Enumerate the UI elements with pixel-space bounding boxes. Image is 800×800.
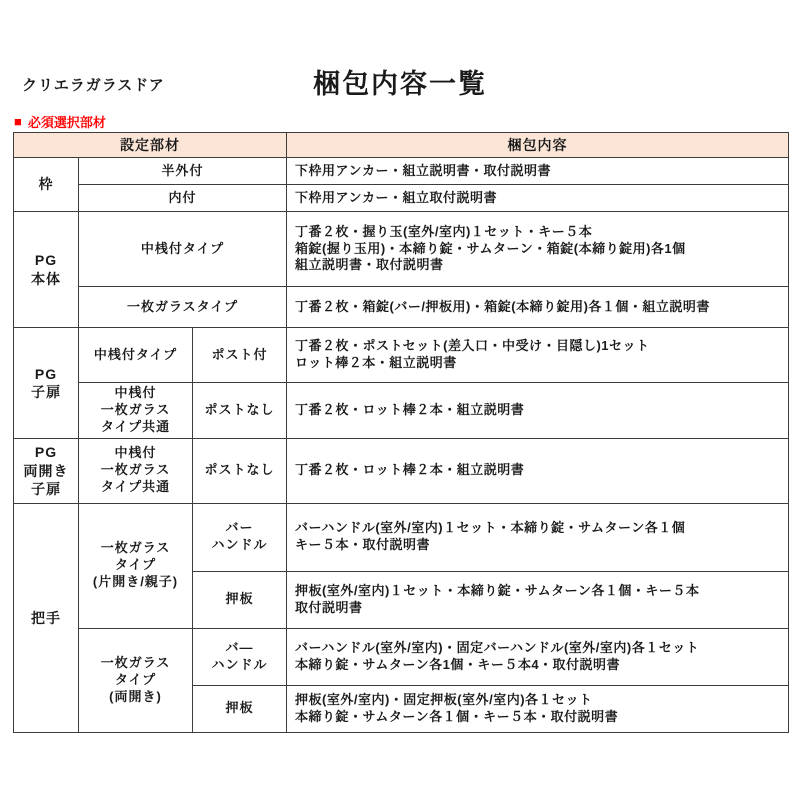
content-cell: 下枠用アンカー・組立取付説明書 — [287, 185, 789, 212]
group-cell: PG 本体 — [14, 212, 79, 328]
content-cell: 丁番２枚・箱錠(バー/押板用)・箱錠(本締り錠用)各１個・組立説明書 — [287, 287, 789, 328]
sub-type-cell: バ― ハンドル — [193, 628, 287, 685]
type-cell: 中桟付タイプ — [79, 328, 193, 383]
content-cell: バーハンドル(室外/室内)１セット・本締り錠・サムターン各１個 キー５本・取付説明書 — [287, 503, 789, 571]
table-row — [14, 185, 789, 212]
table-row — [14, 628, 789, 685]
type-cell: 一枚ガラス タイプ (両開き) — [79, 628, 193, 732]
type-cell: 中桟付 一枚ガラス タイプ共通 — [79, 438, 193, 503]
content-cell: 丁番２枚・握り玉(室外/室内)１セット・キー５本 箱錠(握り玉用)・本締り錠・サムターン・箱錠(本締り錠用)各1個 組立説明書・取付説明書 — [287, 212, 789, 287]
type-cell: 中桟付タイプ — [79, 212, 287, 287]
content-cell: 押板(室外/室内)・固定押板(室外/室内)各１セット 本締り錠・サムターン各１個・キー５本・取付説明書 — [287, 685, 789, 732]
sub-type-cell: ポストなし — [193, 383, 287, 439]
type-cell: 内付 — [79, 185, 287, 212]
table-row — [14, 438, 789, 503]
table-row — [14, 503, 789, 571]
header-contents: 梱包内容 — [287, 133, 789, 158]
sub-type-cell: 押板 — [193, 571, 287, 628]
content-cell: バーハンドル(室外/室内)・固定バーハンドル(室外/室内)各１セット 本締り錠・サムターン各1個・キー５本4・取付説明書 — [287, 628, 789, 685]
table-row — [14, 212, 789, 287]
header-parts: 設定部材 — [14, 133, 287, 158]
sub-type-cell: ポストなし — [193, 438, 287, 503]
content-cell: 丁番２枚・ロット棒２本・組立説明書 — [287, 383, 789, 439]
title-bar — [0, 62, 800, 102]
type-cell: 一枚ガラスタイプ — [79, 287, 287, 328]
content-cell: 丁番２枚・ロット棒２本・組立説明書 — [287, 438, 789, 503]
content-cell: 下枠用アンカー・組立説明書・取付説明書 — [287, 158, 789, 185]
table-row — [14, 383, 789, 439]
sub-type-cell: 押板 — [193, 685, 287, 732]
type-cell: 一枚ガラス タイプ (片開き/親子) — [79, 503, 193, 628]
group-cell: PG 両開き 子扉 — [14, 438, 79, 503]
required-parts-legend — [14, 112, 106, 131]
page-title: 梱包内容一覧 — [313, 69, 487, 99]
table-row — [14, 287, 789, 328]
table-header-row — [14, 133, 789, 158]
group-cell: 把手 — [14, 503, 79, 732]
group-cell: PG 子扉 — [14, 328, 79, 439]
group-cell: 枠 — [14, 158, 79, 212]
sub-type-cell: バー ハンドル — [193, 503, 287, 571]
type-cell: 中桟付 一枚ガラス タイプ共通 — [79, 383, 193, 439]
type-cell: 半外付 — [79, 158, 287, 185]
product-name: クリエラガラスドア — [22, 77, 165, 94]
content-cell: 丁番２枚・ポストセット(差入口・中受け・目隠し)1セット ロット棒２本・組立説明書 — [287, 328, 789, 383]
table-row — [14, 158, 789, 185]
table-row — [14, 328, 789, 383]
red-square-icon: ■ — [14, 114, 22, 129]
packing-contents-table — [13, 132, 789, 733]
legend-label: 必須選択部材 — [27, 115, 106, 130]
sub-type-cell: ポスト付 — [193, 328, 287, 383]
content-cell: 押板(室外/室内)１セット・本締り錠・サムターン各１個・キー５本 取付説明書 — [287, 571, 789, 628]
